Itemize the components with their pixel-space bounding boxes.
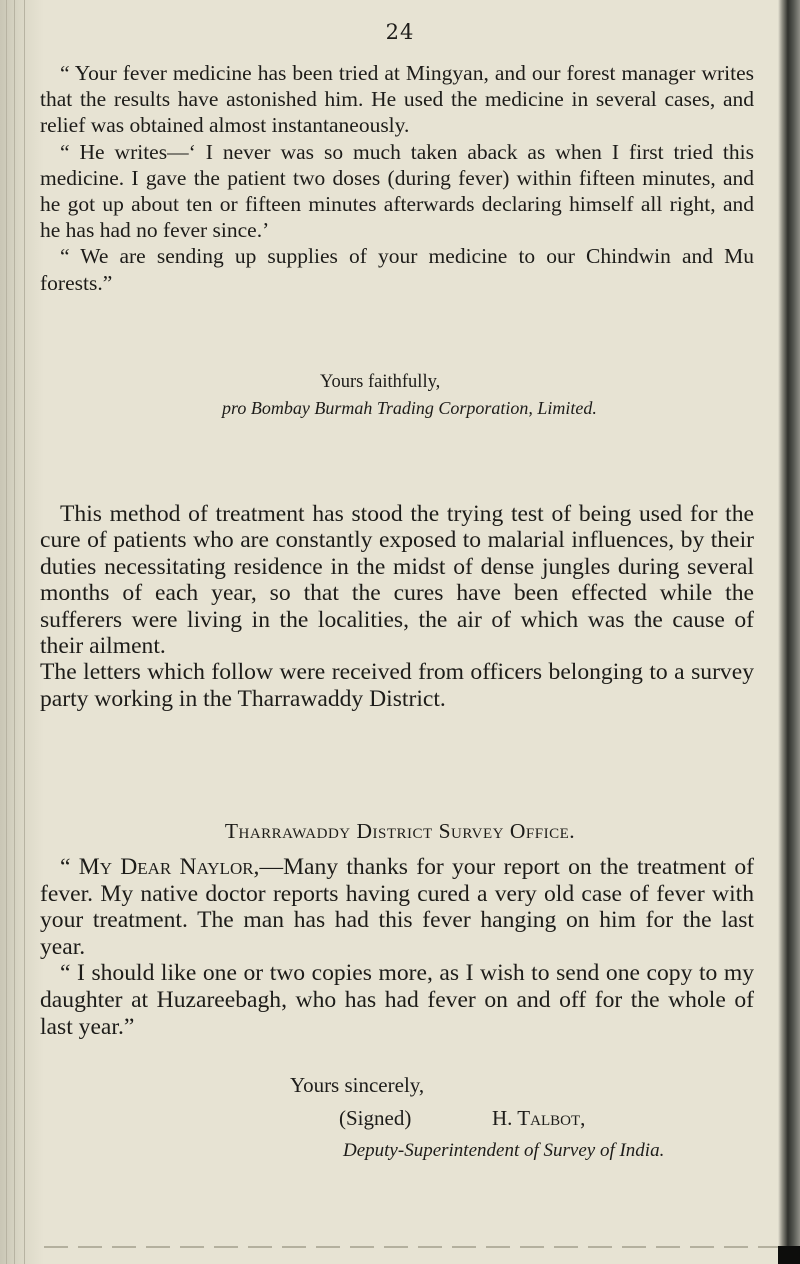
gutter-line [6, 0, 7, 1264]
letter-2-paragraph-text: —Many thanks for your report on the treatment of fever. My native doctor reports having cured a very old case of fever with your treatment. The man has had this fever hanging on him for the last year. [40, 854, 754, 960]
letter-2-heading: Tharrawaddy District Survey Office. [224, 819, 576, 843]
letter-1-paragraph: “ Your fever medicine has been tried at Mingyan, and our forest manager writes that the results have astonished him. He used the medicine in several cases, and relief was obtained almost instantaneously. [40, 61, 754, 138]
letter-2-salutation: “ My Dear Naylor, [60, 854, 260, 880]
letter-2-paragraph: “ I should like one or two copies more, as I wish to send one copy to my daughter at Huzareebagh, who has had fever on and off for the whole of last year.” [40, 960, 754, 1040]
letter-2-signer-name: H. Talbot, [492, 1106, 586, 1130]
letter-1-paragraph: “ We are sending up supplies of your medicine to our Chindwin and Mu forests.” [40, 244, 754, 295]
letter-1-text [40, 60, 754, 296]
bottom-rule [44, 1246, 778, 1248]
corner-mark [778, 1246, 800, 1264]
letter-2-closing: Yours sincerely, [290, 1073, 425, 1097]
page-number: 24 [385, 20, 415, 44]
letter-2-signed: (Signed) [339, 1106, 412, 1130]
letter-1-closing: Yours faithfully, [320, 372, 441, 392]
letter-2-paragraph [40, 854, 754, 960]
letter-2-text [40, 854, 754, 1040]
letter-1-paragraph: “ He writes—‘ I never was so much taken aback as when I first tried this medicine. I gave the patient two doses (during fever) within fifteen minutes, and he got up about ten or fifteen minutes afterwards declaring himself all right, and he has had no fever since.’ [40, 139, 754, 243]
gutter-line [24, 0, 25, 1264]
gutter-line [14, 0, 15, 1264]
letter-2-signer-title: Deputy-Superintendent of Survey of India. [343, 1140, 665, 1161]
body-text [40, 501, 754, 712]
page-edge [778, 0, 800, 1264]
body-paragraph: The letters which follow were received from officers belonging to a survey party working in the Tharrawaddy District. [40, 659, 754, 712]
letter-1-signature: pro Bombay Burmah Trading Corporation, Limited. [222, 398, 597, 418]
body-paragraph: This method of treatment has stood the trying test of being used for the cure of patients who are constantly exposed to malarial influences, by their duties necessitating residence in the midst of dense jungles during several months of each year, so that the cures have been effected while the sufferers were living in the localities, the air of which was the cause of their ailment. [40, 501, 754, 660]
